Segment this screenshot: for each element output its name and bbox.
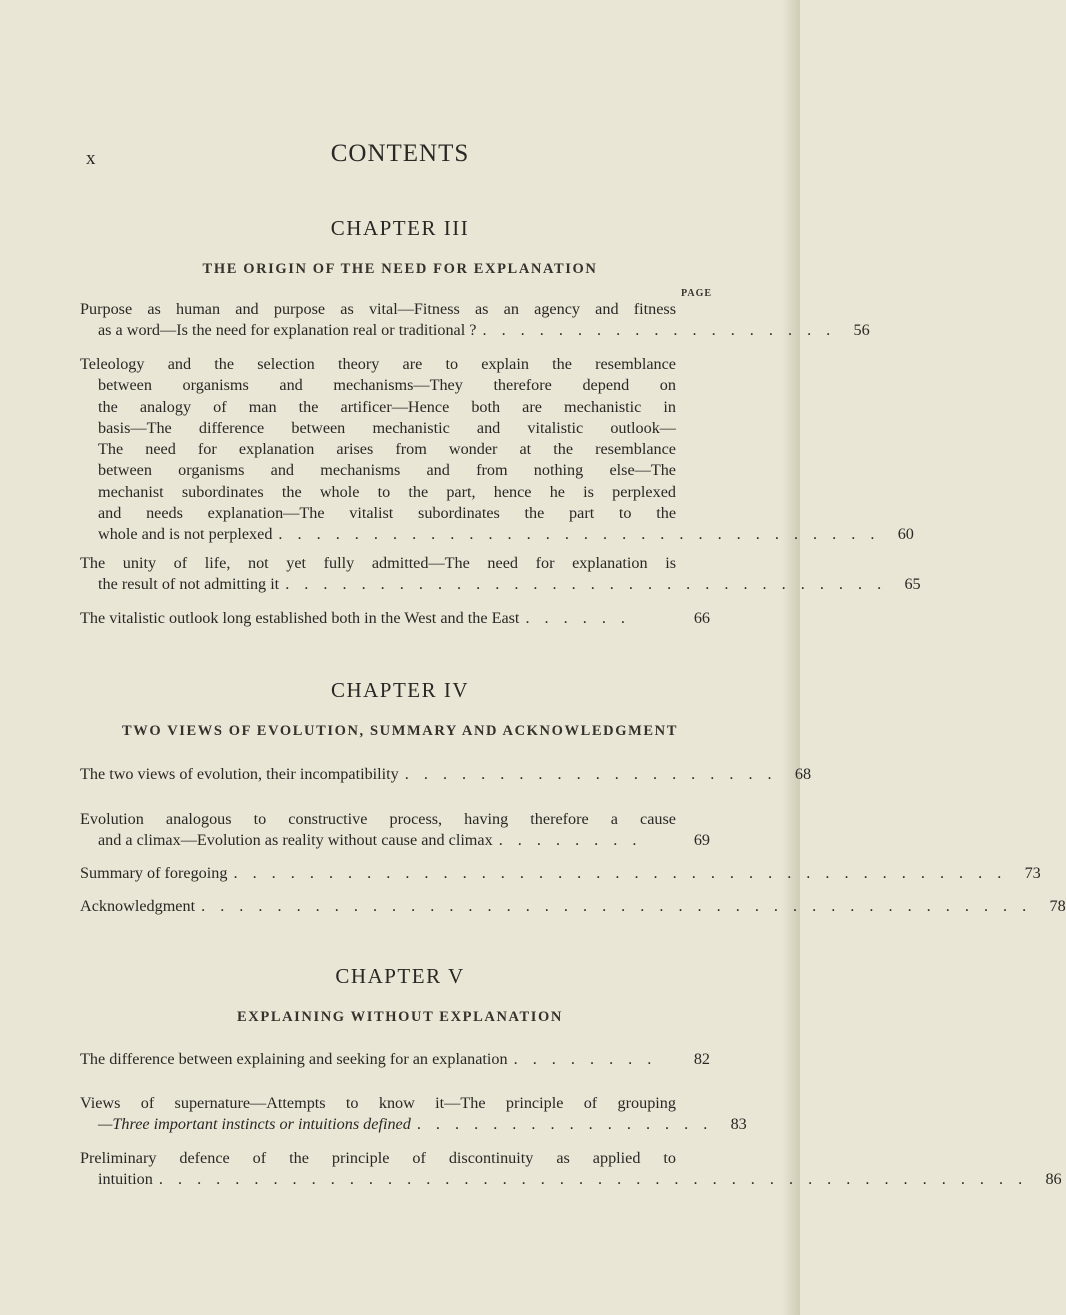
toc-entry-text: intuition bbox=[98, 1170, 153, 1189]
leader-dots: . . . . . . . . . . . . . . . . . . . . . . . . . . . . . . . . . . . . . . . . . . . . bbox=[201, 897, 1032, 915]
toc-page-number: 78 bbox=[1049, 897, 1066, 915]
toc-entry-text: whole and is not perplexed bbox=[98, 525, 273, 544]
toc-entry-text: as a word—Is the need for explanation real or traditional ? bbox=[98, 321, 477, 340]
toc-entry bbox=[80, 896, 1066, 917]
leader-dots: . . . . . . . . . . . . . . . . . . . . . . . . . . . . . . . . . . . . . . . . . bbox=[233, 864, 1007, 882]
toc-entry-text: Summary of foregoing bbox=[80, 864, 228, 882]
leader-dots: . . . . . . . . bbox=[513, 1050, 657, 1068]
toc-entry-text: between organisms and mechanisms—They therefore depend on bbox=[98, 376, 676, 395]
chapter-subtitle: EXPLAINING WITHOUT EXPLANATION bbox=[237, 1009, 563, 1025]
toc-page-number: 56 bbox=[853, 321, 870, 340]
toc-entry bbox=[80, 354, 914, 546]
toc-page-number: 73 bbox=[1024, 864, 1041, 882]
toc-entry-text: The two views of evolution, their incompatibility bbox=[80, 765, 399, 783]
toc-entry-text: and a climax—Evolution as reality without cause and climax bbox=[98, 831, 493, 850]
toc-page-number: 66 bbox=[693, 609, 710, 627]
leader-dots: . . . . . . . . bbox=[498, 831, 642, 850]
page-column-label: PAGE bbox=[681, 288, 713, 299]
toc-page-number: 86 bbox=[1045, 1170, 1062, 1189]
toc-entry-text: The unity of life, not yet fully admitted—The need for explanation is bbox=[80, 554, 676, 572]
toc-page-number: 60 bbox=[897, 525, 914, 544]
chapter-subtitle: THE ORIGIN OF THE NEED FOR EXPLANATION bbox=[202, 261, 598, 277]
toc-page-number: 82 bbox=[693, 1050, 710, 1068]
toc-entry-text: Acknowledgment bbox=[80, 897, 196, 915]
chapter-subtitle: TWO VIEWS OF EVOLUTION, SUMMARY AND ACKNOWLEDGMENT bbox=[121, 723, 678, 739]
toc-entry-text: basis—The difference between mechanistic and vitalistic outlook— bbox=[98, 418, 676, 437]
toc-entry-text: Purpose as human and purpose as vital—Fitness as an agency and fitness bbox=[80, 300, 676, 318]
toc-entry bbox=[80, 299, 870, 342]
chapter-heading: CHAPTER V bbox=[335, 964, 465, 988]
leader-dots: . . . . . . . . . . . . . . . . . . . . . . . . . . . . . . . . . . . . . . . . . . . . . . bbox=[158, 1170, 1028, 1189]
running-header bbox=[0, 140, 800, 170]
toc-entry-text: the analogy of man the artificer—Hence both are mechanistic in bbox=[98, 397, 676, 416]
chapter-heading: CHAPTER III bbox=[330, 216, 470, 240]
chapter-heading: CHAPTER IV bbox=[330, 678, 470, 702]
toc-entry-text: Views of supernature—Attempts to know it—The principle of grouping bbox=[80, 1094, 676, 1112]
toc-entry bbox=[80, 809, 710, 852]
toc-entry bbox=[80, 1049, 710, 1070]
toc-entry-text: Evolution analogous to constructive process, having therefore a cause bbox=[80, 810, 676, 828]
toc-entry-text: The vitalistic outlook long established both in the West and the East bbox=[80, 609, 520, 627]
toc-entry-text: between organisms and mechanisms and from nothing else—The bbox=[98, 461, 676, 480]
toc-page-number: 65 bbox=[904, 575, 921, 594]
toc-entry-text: and needs explanation—The vitalist subordinates the part to the bbox=[98, 504, 676, 523]
toc-page-number: 69 bbox=[693, 831, 710, 850]
toc-page-number: 68 bbox=[794, 765, 812, 783]
page-edge bbox=[782, 0, 800, 1315]
toc-entry-text: The difference between explaining and seeking for an explanation bbox=[80, 1050, 508, 1068]
toc-page-number: 83 bbox=[730, 1115, 747, 1134]
leader-dots: . . . . . . . . . . . . . . . . . . . . . . . . . . . . . . . . bbox=[285, 575, 887, 594]
toc-entry bbox=[80, 1148, 1062, 1191]
toc-entry-text: mechanist subordinates the whole to the part, hence he is perplexed bbox=[98, 482, 676, 501]
running-title: CONTENTS bbox=[330, 140, 470, 167]
page-folio: x bbox=[86, 148, 97, 169]
leader-dots: . . . . . . . . . . . . . . . . . . . bbox=[482, 321, 836, 340]
toc-entry bbox=[80, 764, 812, 785]
toc-entry bbox=[80, 863, 1041, 884]
toc-entry bbox=[80, 553, 921, 596]
leader-dots: . . . . . . . . . . . . . . . . . . . . bbox=[404, 765, 778, 783]
toc-entry bbox=[80, 608, 710, 629]
toc-entry-text: Teleology and the selection theory are to explain the resemblance bbox=[80, 355, 676, 373]
leader-dots: . . . . . . . . . . . . . . . . bbox=[416, 1115, 713, 1134]
leader-dots: . . . . . . . . . . . . . . . . . . . . . . . . . . . . . . . . bbox=[278, 525, 880, 544]
leader-dots: . . . . . . bbox=[525, 609, 631, 627]
toc-entry-text: The need for explanation arises from wonder at the resemblance bbox=[98, 440, 676, 459]
toc-entry-text: Preliminary defence of the principle of discontinuity as applied to bbox=[80, 1149, 676, 1167]
toc-entry bbox=[80, 1093, 747, 1136]
toc-entry-text: the result of not admitting it bbox=[98, 575, 280, 594]
toc-entry-text: —Three important instincts or intuitions defined bbox=[98, 1115, 411, 1134]
